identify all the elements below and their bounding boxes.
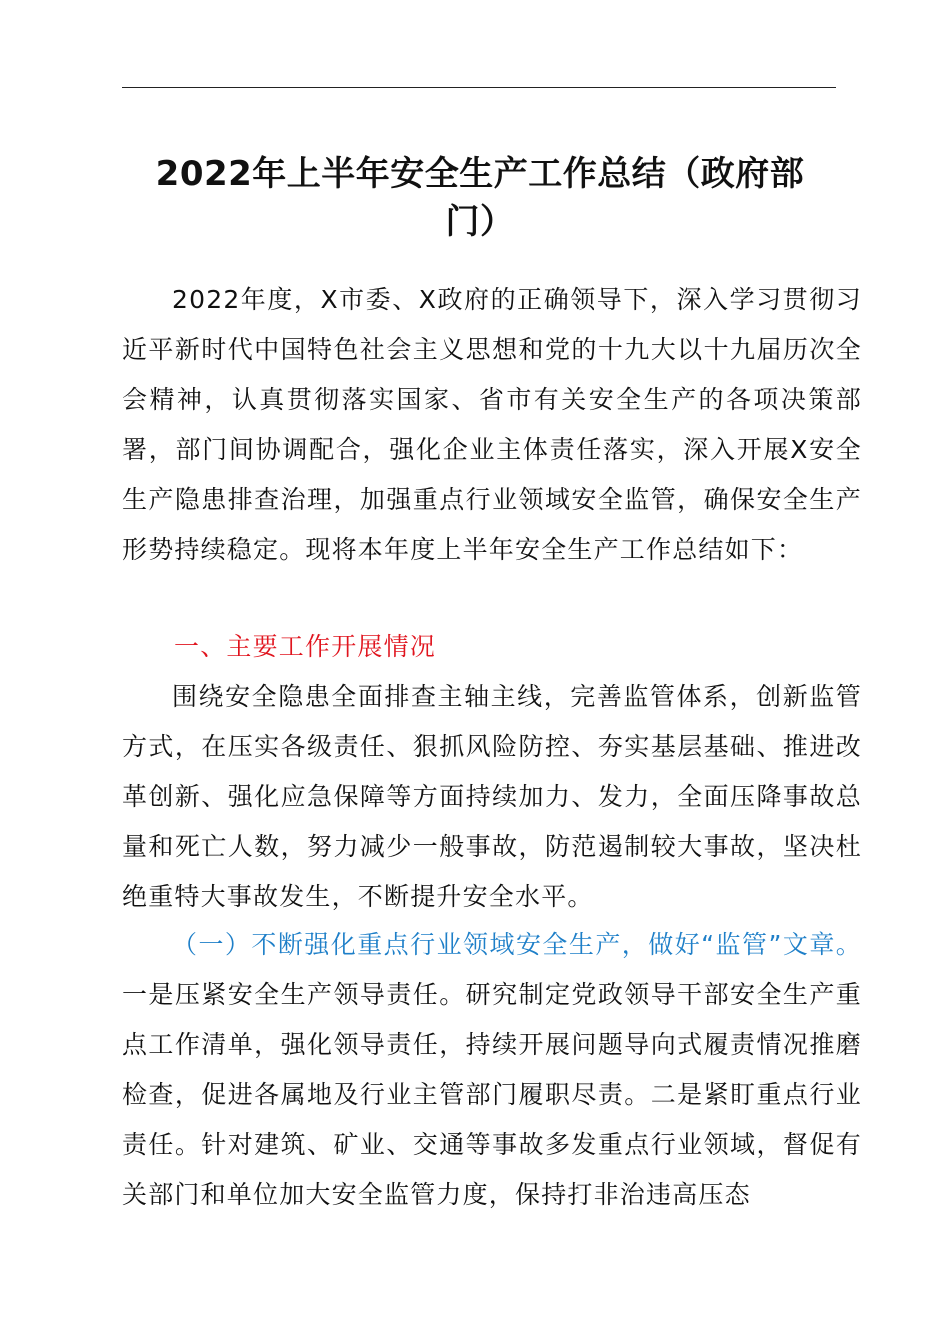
intro-paragraph: 2022年度，X市委、X政府的正确领导下，深入学习贯彻习近平新时代中国特色社会主义思想和党的十九大以十九届历次全会精神，认真贯彻落实国家、省市有关安全生产的各项决策部署，部门间协调配合，强化企业主体责任落实，深入开展X安全生产隐患排查治理，加强重点行业领域安全监管，确保安全生产形势持续稳定。现将本年度上半年安全生产工作总结如下： xyxy=(122,285,862,564)
section-one-paragraph: 围绕安全隐患全面排查主轴主线，完善监管体系，创新监管方式，在压实各级责任、狠抓风险防控、夯实基层基础、推进改革创新、强化应急保障等方面持续加力、发力，全面压降事故总量和死亡人数，努力减少一般事故，防范遏制较大事故，坚决杜绝重特大事故发生，不断提升安全水平。 xyxy=(122,682,862,911)
header-rule xyxy=(122,87,836,88)
subsection-one-body: 一是压紧安全生产领导责任。研究制定党政领导干部安全生产重点工作清单，强化领导责任，持续开展问题导向式履责情况推磨检查，促进各属地及行业主管部门履职尽责。二是紧盯重点行业责任。针对建筑、矿业、交通等事故多发重点行业领域，督促有关部门和单位加大安全监管力度，保持打非治违高压态 xyxy=(122,980,862,1209)
document-title: 2022年上半年安全生产工作总结（政府部门） xyxy=(155,154,805,242)
subsection-heading-supervision: （一）不断强化重点行业领域安全生产，做好“监管”文章。 xyxy=(172,930,862,959)
section-heading-main-work: 一、主要工作开展情况 xyxy=(174,632,437,661)
subsection-one-paragraph xyxy=(122,920,862,1220)
